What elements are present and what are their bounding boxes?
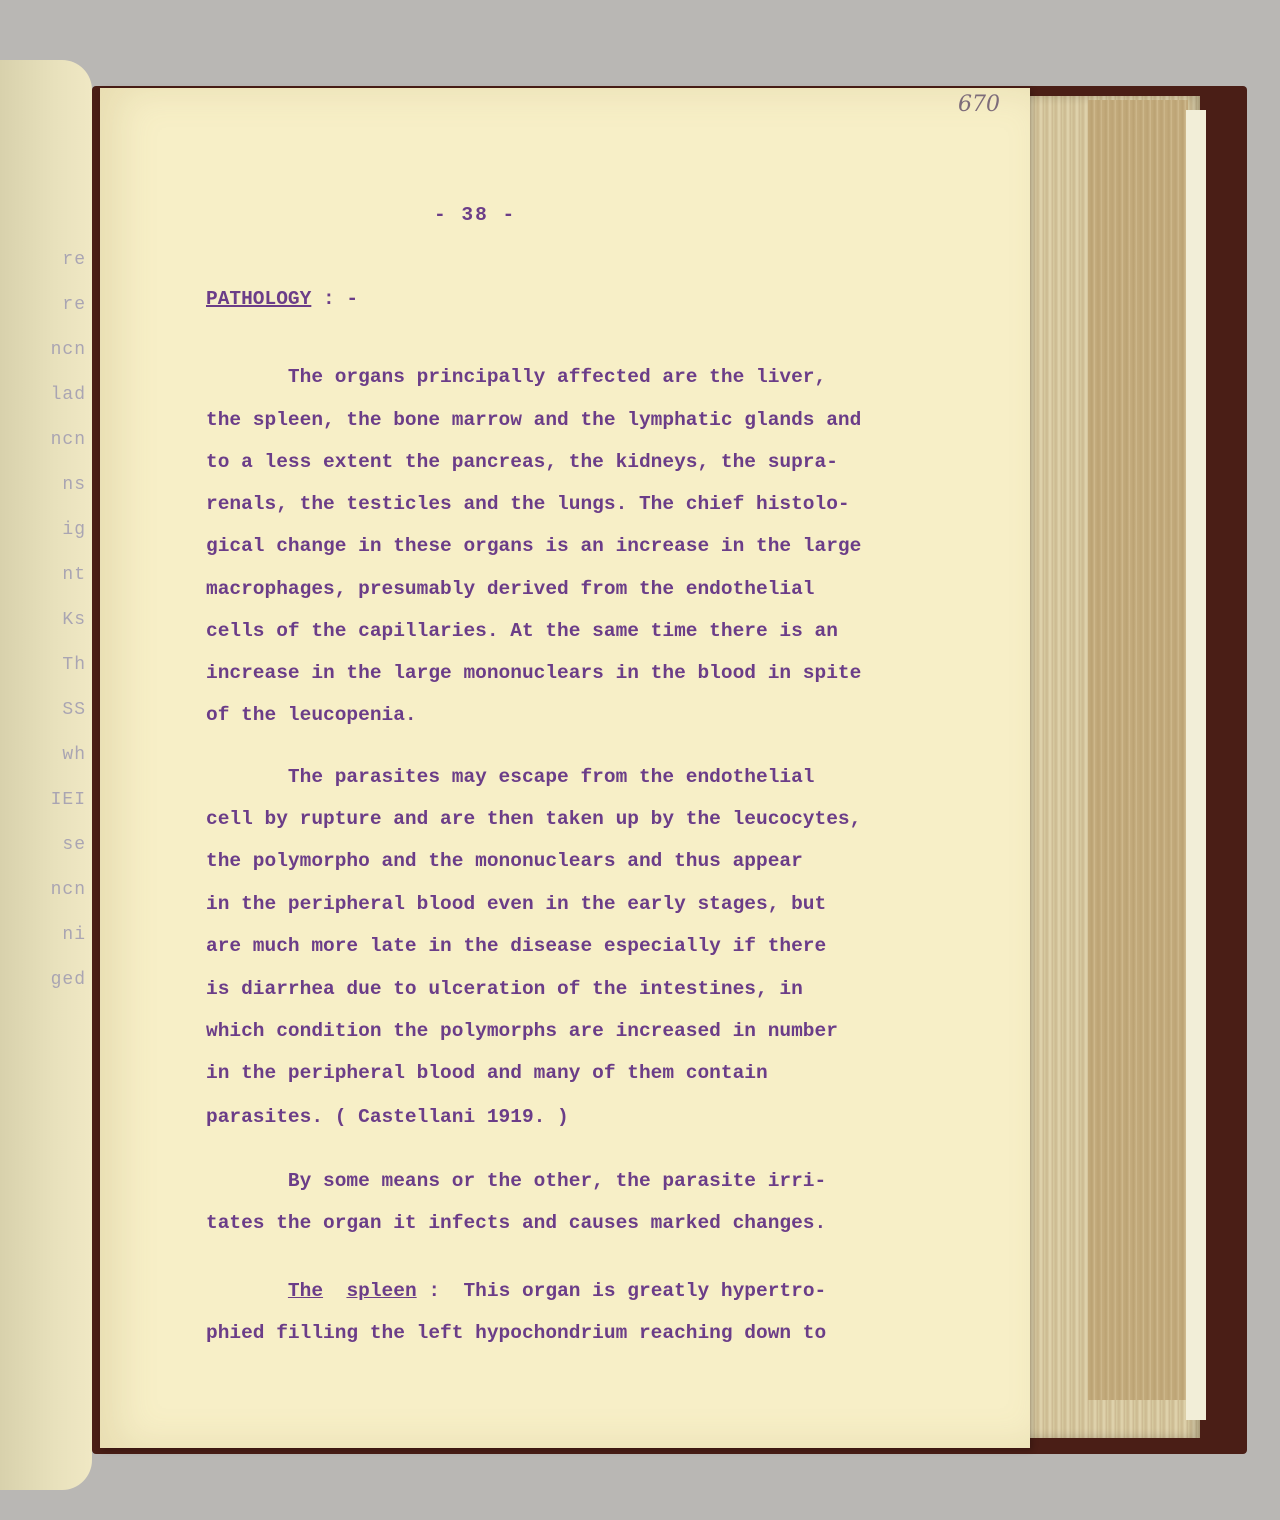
- body-line: is diarrhea due to ulceration of the intestines, in: [206, 978, 803, 1000]
- body-line: of the leucopenia.: [206, 704, 417, 726]
- body-line: the polymorpho and the mononuclears and thus appear: [206, 850, 803, 872]
- body-line: in the peripheral blood even in the early stages, but: [206, 893, 827, 915]
- left-page-fragment: ncn: [50, 340, 86, 360]
- body-line: the spleen, the bone marrow and the lymphatic glands and: [206, 409, 862, 431]
- left-page-fragment: ged: [50, 970, 86, 990]
- body-line: phied filling the left hypochondrium reaching down to: [206, 1322, 827, 1344]
- left-page-fragment: se: [62, 835, 86, 855]
- body-line: in the peripheral blood and many of them contain: [206, 1062, 768, 1084]
- body-line: parasites. ( Castellani 1919. ): [206, 1106, 569, 1128]
- body-line: The parasites may escape from the endothelial: [206, 766, 815, 788]
- body-line: The organs principally affected are the liver,: [206, 366, 827, 388]
- body-line: renals, the testicles and the lungs. The chief histolo-: [206, 493, 850, 515]
- body-line: increase in the large mononuclears in the blood in spite: [206, 662, 862, 684]
- left-page-fragment: Th: [62, 655, 86, 675]
- left-page-fragment: re: [62, 295, 86, 315]
- body-line: macrophages, presumably derived from the endothelial: [206, 578, 815, 600]
- facing-left-page: [0, 60, 92, 1490]
- page-block-edges: [1026, 96, 1200, 1438]
- heading-title: PATHOLOGY: [206, 288, 312, 310]
- page-number: - 38 -: [434, 204, 517, 226]
- left-page-fragment: wh: [62, 745, 86, 765]
- body-line: cell by rupture and are then taken up by the leucocytes,: [206, 808, 862, 830]
- section-heading: [206, 288, 358, 310]
- spleen-line: [206, 1280, 826, 1302]
- body-line: gical change in these organs is an increase in the large: [206, 535, 862, 557]
- left-page-fragment: IEI: [50, 790, 86, 810]
- left-page-fragment: nt: [62, 565, 86, 585]
- left-page-fragment: ncn: [50, 880, 86, 900]
- left-page-fragment: SS: [62, 700, 86, 720]
- endpaper: [1186, 110, 1206, 1420]
- heading-suffix: : -: [311, 288, 359, 310]
- spleen-word-the: The: [287, 1280, 324, 1302]
- left-page-fragment: ns: [62, 475, 86, 495]
- left-page-fragment: re: [62, 250, 86, 270]
- folio-number: 670: [958, 92, 1000, 117]
- left-page-fragment: ig: [62, 520, 86, 540]
- body-line: to a less extent the pancreas, the kidneys, the supra-: [206, 451, 838, 473]
- spleen-word-spleen: spleen: [346, 1280, 417, 1302]
- left-page-fragment: Ks: [62, 610, 86, 630]
- body-line: By some means or the other, the parasite irri-: [206, 1170, 827, 1192]
- body-line: are much more late in the disease especially if there: [206, 935, 827, 957]
- body-line: tates the organ it infects and causes marked changes.: [206, 1212, 827, 1234]
- spleen-line-rest: : This organ is greatly hypertro-: [416, 1280, 827, 1302]
- body-line: which condition the polymorphs are increased in number: [206, 1020, 838, 1042]
- left-page-fragment: ni: [62, 925, 86, 945]
- left-page-fragment: lad: [50, 385, 86, 405]
- body-line: cells of the capillaries. At the same time there is an: [206, 620, 838, 642]
- left-page-fragment: ncn: [50, 430, 86, 450]
